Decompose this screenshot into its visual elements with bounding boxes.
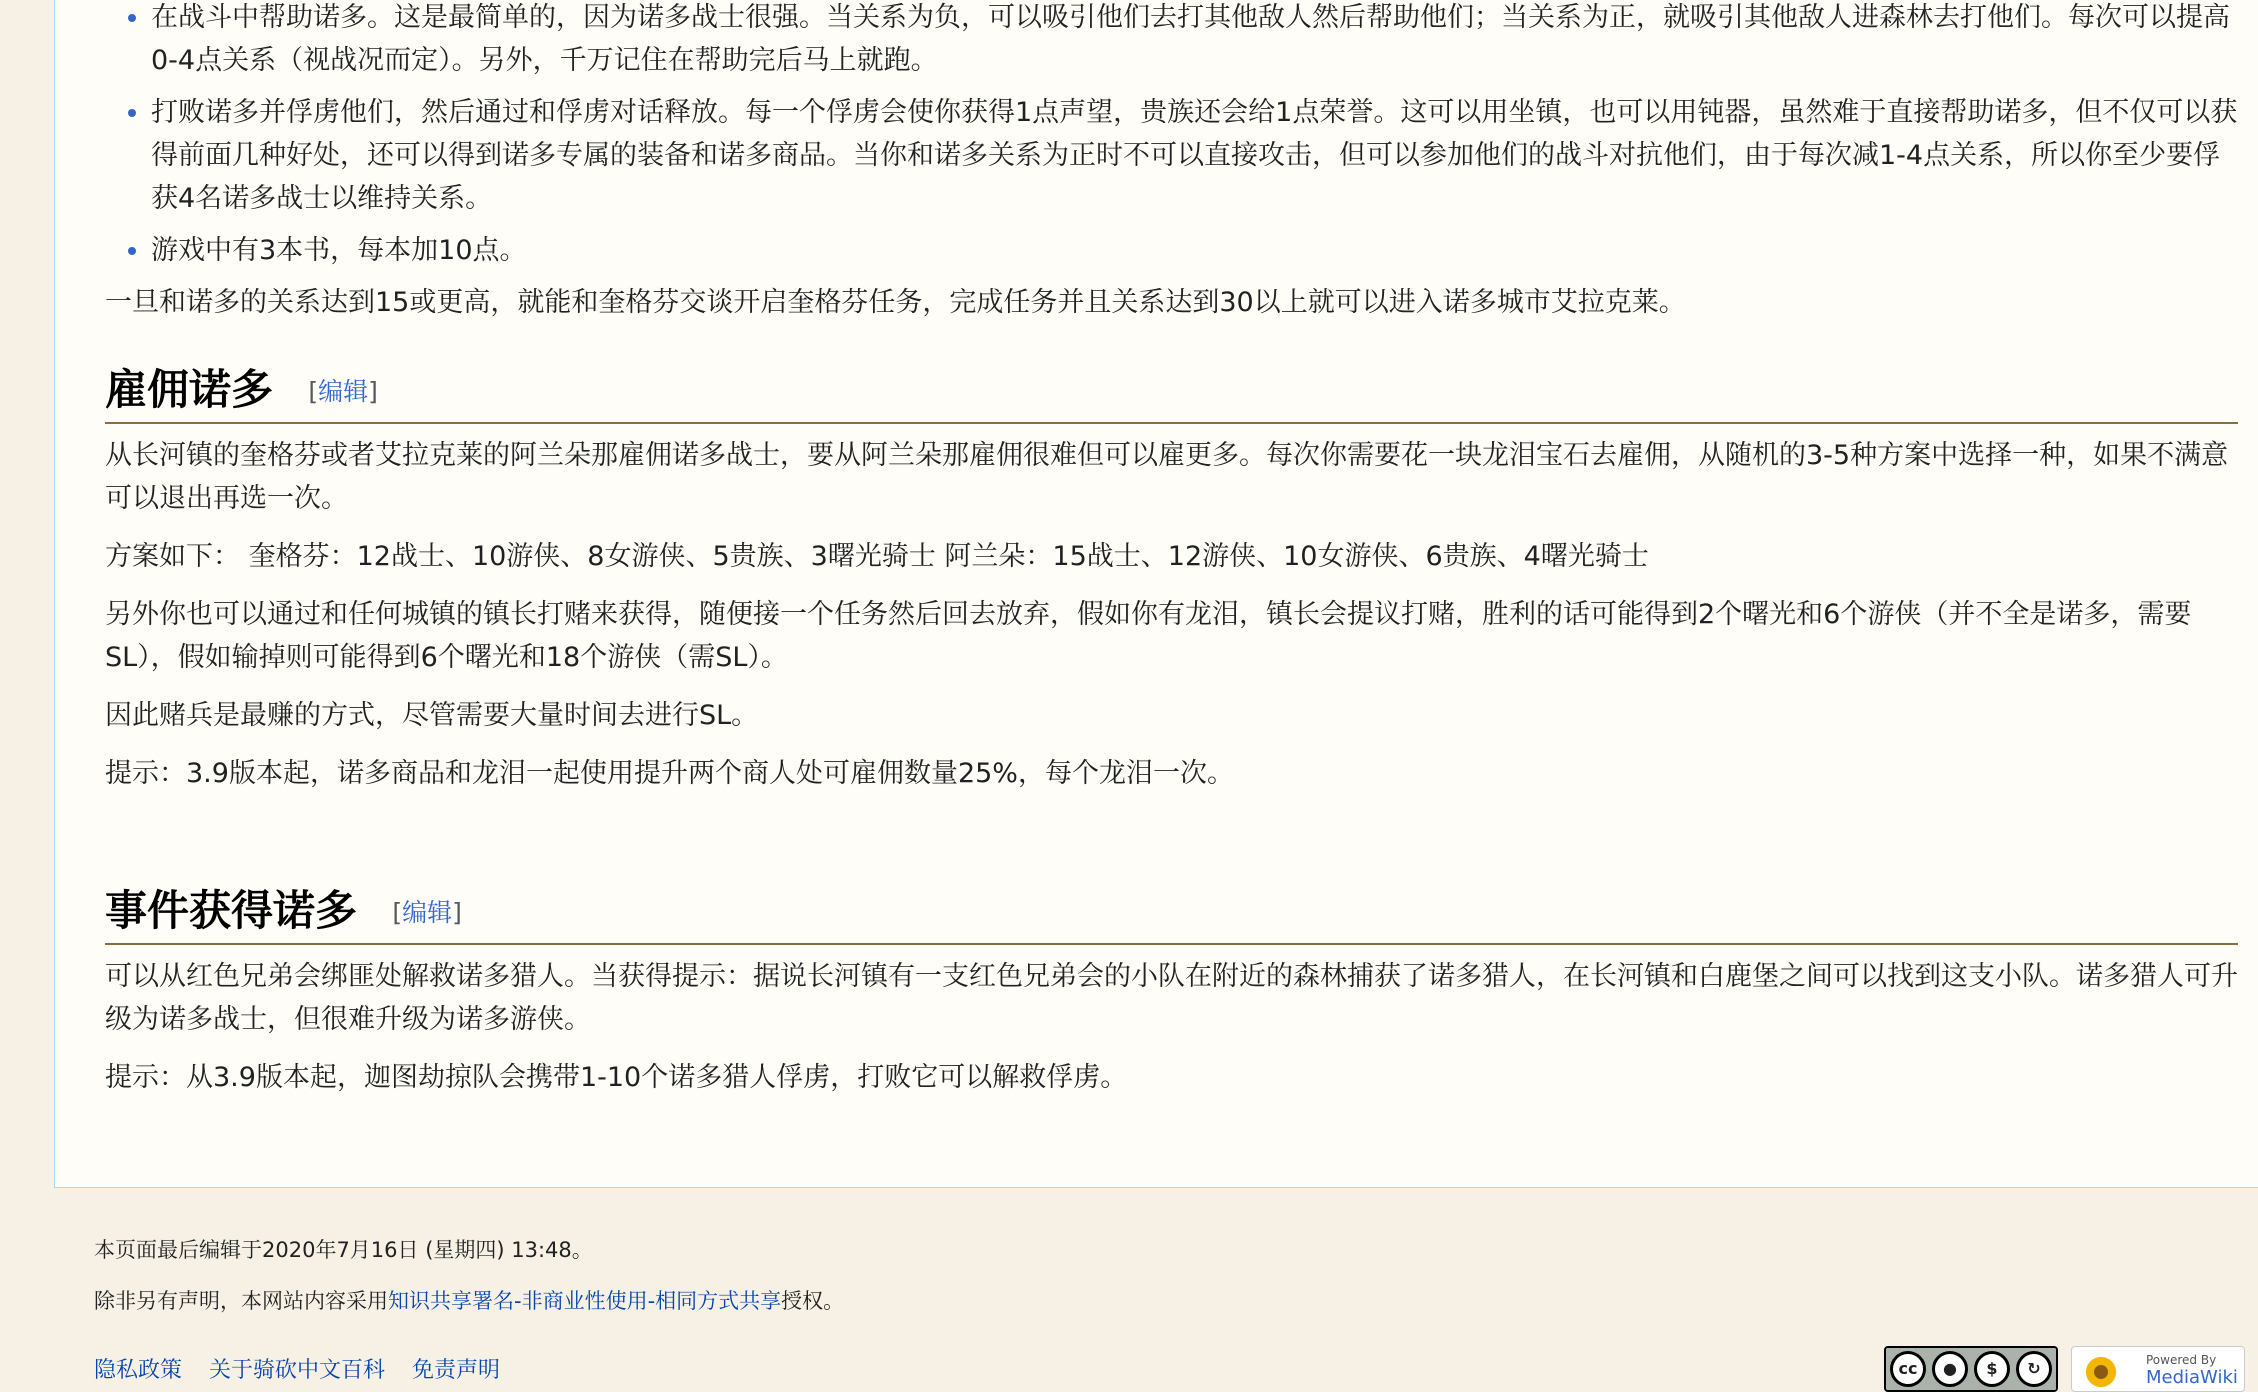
license-prefix: 除非另有声明，本网站内容采用 (94, 1289, 388, 1313)
by-icon: ● (1932, 1351, 1968, 1387)
paragraph: 提示：从3.9版本起，迦图劫掠队会携带1-10个诺多猎人俘虏，打败它可以解救俘虏。 (105, 1062, 1128, 1093)
section-title: 雇佣诺多 (105, 365, 274, 414)
edit-link-wrapper: [编辑] (392, 898, 462, 927)
about-link[interactable]: 关于骑砍中文百科 (209, 1358, 386, 1383)
section-title: 事件获得诺多 (105, 886, 358, 935)
edit-link[interactable]: 编辑 (402, 898, 453, 927)
paragraph: 从长河镇的奎格芬或者艾拉克莱的阿兰朵那雇佣诺多战士，要从阿兰朵那雇佣很难但可以雇更多。每次你需要花一块龙泪宝石去雇佣，从随机的3-5种方案中选择一种，如果不满意可以退出再选一次。 (105, 440, 2229, 514)
list-item: 在战斗中帮助诺多。这是最简单的，因为诺多战士很强。当关系为负，可以吸引他们去打其他敌人然后帮助他们；当关系为正，就吸引其他敌人进森林去打他们。每次可以提高0-4点关系（视战况而定）。另外，千万记住在帮助完后马上就跑。 (151, 0, 2238, 82)
powered-by-label: Powered By (2146, 1353, 2217, 1367)
disclaimer-link[interactable]: 免责声明 (412, 1358, 501, 1383)
mediawiki-label: MediaWiki (2146, 1367, 2238, 1388)
section-heading-event (105, 883, 2238, 945)
sa-icon: ↻ (2016, 1351, 2052, 1387)
article-body (105, 0, 2238, 1099)
nc-icon: $ (1974, 1351, 2010, 1387)
edit-link-wrapper: [编辑] (308, 377, 378, 406)
paragraph: 因此赌兵是最赚的方式，尽管需要大量时间去进行SL。 (105, 700, 759, 731)
edit-link[interactable]: 编辑 (318, 377, 369, 406)
paragraph: 可以从红色兄弟会绑匪处解救诺多猎人。当获得提示：据说长河镇有一支红色兄弟会的小队在附近的森林捕获了诺多猎人，在长河镇和白鹿堡之间可以找到这支小队。诺多猎人可升级为诺多战士，但很难升级为诺多游侠。 (105, 961, 2238, 1035)
cc-license-badge[interactable] (1884, 1346, 2058, 1392)
last-edited: 本页面最后编辑于2020年7月16日 (星期四) 13:48。 (94, 1238, 593, 1262)
mediawiki-badge[interactable] (2071, 1346, 2245, 1392)
list-item: 游戏中有3本书，每本加10点。 (151, 229, 2238, 272)
section-heading-hire (105, 362, 2238, 424)
intro-paragraph: 一旦和诺多的关系达到15或更高，就能和奎格芬交谈开启奎格芬任务，完成任务并且关系达到30以上就可以进入诺多城市艾拉克莱。 (105, 287, 1686, 318)
content-area (54, 0, 2258, 1188)
paragraph: 方案如下： 奎格芬：12战士、10游侠、8女游侠、5贵族、3曙光骑士 阿兰朵：15战士、12游侠、10女游侠、6贵族、4曙光骑士 (105, 541, 1649, 572)
license-link[interactable]: 知识共享署名-非商业性使用-相同方式共享 (388, 1289, 782, 1313)
footer-links (94, 1353, 520, 1384)
footer (94, 1236, 844, 1338)
mediawiki-logo-icon (2082, 1353, 2120, 1391)
privacy-link[interactable]: 隐私政策 (94, 1358, 183, 1383)
list-item: 打败诺多并俘虏他们，然后通过和俘虏对话释放。每一个俘虏会使你获得1点声望，贵族还会给1点荣誉。这可以用坐镇，也可以用钝器，虽然难于直接帮助诺多，但不仅可以获得前面几种好处，还可以得到诺多专属的装备和诺多商品。当你和诺多关系为正时不可以直接攻击，但可以参加他们的战斗对抗他们，由于每次减1-4点关系，所以你至少要俘获4名诺多战士以维持关系。 (151, 91, 2238, 220)
bullet-list (105, 0, 2238, 272)
paragraph: 另外你也可以通过和任何城镇的镇长打赌来获得，随便接一个任务然后回去放弃，假如你有龙泪，镇长会提议打赌，胜利的话可能得到2个曙光和6个游侠（并不全是诺多，需要SL），假如输掉则可能得到6个曙光和18个游侠（需SL）。 (105, 599, 2192, 673)
cc-icon: cc (1890, 1351, 1926, 1387)
paragraph: 提示：3.9版本起，诺多商品和龙泪一起使用提升两个商人处可雇佣数量25%，每个龙泪一次。 (105, 758, 1234, 789)
license-line (94, 1287, 844, 1315)
license-suffix: 授权。 (781, 1289, 845, 1313)
